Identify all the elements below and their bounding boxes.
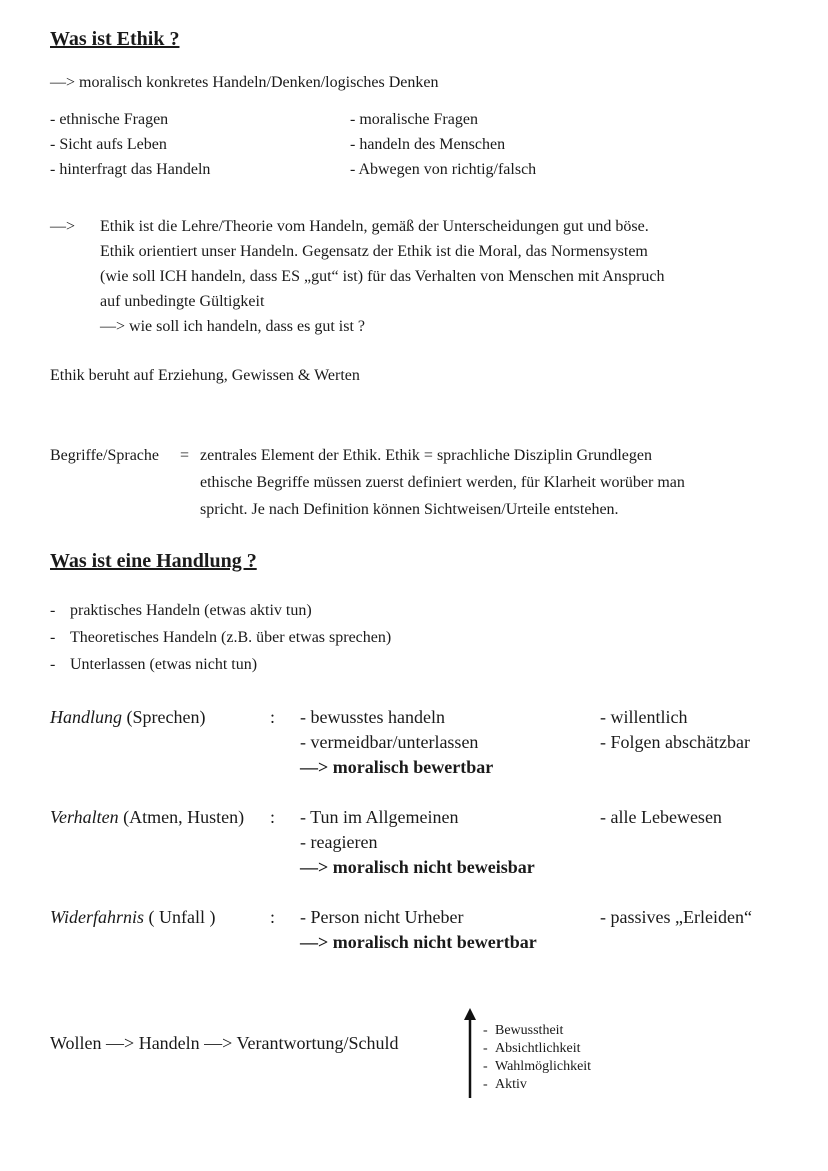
list-item: - Abwegen von richtig/falsch [350,161,537,178]
widerfahrnis-right: - passives „Erleiden“ [600,907,752,927]
begriffe-line: zentrales Element der Ethik. Ethik = sprachliche Disziplin Grundlegen [200,447,652,464]
definition-line: (wie soll ICH handeln, dass ES „gut“ ist) für das Verhalten von Menschen mit Anspruch [100,268,665,285]
bullet-marker: - [50,656,56,673]
conclusion: —> moralisch nicht bewertbar [300,932,537,952]
equals-sign: = [180,447,190,464]
section-title-ethik: Was ist Ethik ? [50,28,180,50]
verhalten-right: - alle Lebewesen [600,807,722,827]
handlung-right: - willentlich - Folgen abschätzbar [600,707,750,752]
list-item: - Theoretisches Handeln (z.B. über etwas sprechen) [50,625,391,650]
definition-line: auf unbedingte Gültigkeit [100,293,265,310]
right-list [350,107,536,182]
bullet-marker: - [50,629,56,646]
list-item: - hinterfragt das Handeln [50,161,211,178]
list-item: - Aktiv [483,1077,527,1092]
definition-block [100,214,665,339]
begriffe-line: spricht. Je nach Definition können Sichtweisen/Urteile entstehen. [200,501,619,518]
list-item: - Absichtlichkeit [483,1041,581,1056]
list-item: - Bewusstheit [483,1023,564,1038]
basis-line: Ethik beruht auf Erziehung, Gewissen & Werten [50,367,360,384]
verhalten-details: - Tun im Allgemeinen - reagieren —> moralisch nicht beweisbar [300,805,535,880]
term-widerfahrnis: Widerfahrnis ( Unfall ) [50,907,216,927]
section-title-handlung: Was ist eine Handlung ? [50,550,257,572]
definition-arrow: —> [50,218,76,235]
begriffe-line: ethische Begriffe müssen zuerst definiert werden, für Klarheit worüber man [200,474,685,491]
list-item: - Wahlmöglichkeit [483,1059,592,1074]
list-item: - handeln des Menschen [350,136,506,153]
conclusion: —> moralisch bewertbar [300,757,494,777]
intro-line: —> moralisch konkretes Handeln/Denken/logisches Denken [50,74,439,91]
list-item: - Unterlassen (etwas nicht tun) [50,652,391,677]
colon: : [270,907,276,927]
bullet-list [50,598,391,677]
begriffe-block [200,443,685,522]
left-list [50,107,210,182]
definition-line: Ethik orientiert unser Handeln. Gegensatz der Ethik ist die Moral, das Normensystem [100,243,648,260]
list-item: - praktisches Handeln (etwas aktiv tun) [50,598,391,623]
list-item: - ethnische Fragen [50,111,169,128]
begriffe-label: Begriffe/Sprache [50,447,159,464]
criteria-list [483,1022,591,1094]
term-handlung: Handlung (Sprechen) [50,707,206,727]
up-arrow-icon [462,1008,478,1100]
term-verhalten: Verhalten (Atmen, Husten) [50,807,245,827]
conclusion: —> moralisch nicht beweisbar [300,857,535,877]
definition-line: —> wie soll ich handeln, dass es gut ist ? [100,318,365,335]
action-chain: Wollen —> Handeln —> Verantwortung/Schuld [50,1033,399,1053]
widerfahrnis-details: - Person nicht Urheber —> moralisch nicht bewertbar [300,905,537,955]
list-item: - moralische Fragen [350,111,478,128]
colon: : [270,707,276,727]
colon: : [270,807,276,827]
list-item: - Sicht aufs Leben [50,136,167,153]
handlung-details: - bewusstes handeln - vermeidbar/unterlassen —> moralisch bewertbar [300,705,493,780]
definition-line: Ethik ist die Lehre/Theorie vom Handeln, gemäß der Unterscheidungen gut und böse. [100,218,649,235]
bullet-marker: - [50,602,56,619]
